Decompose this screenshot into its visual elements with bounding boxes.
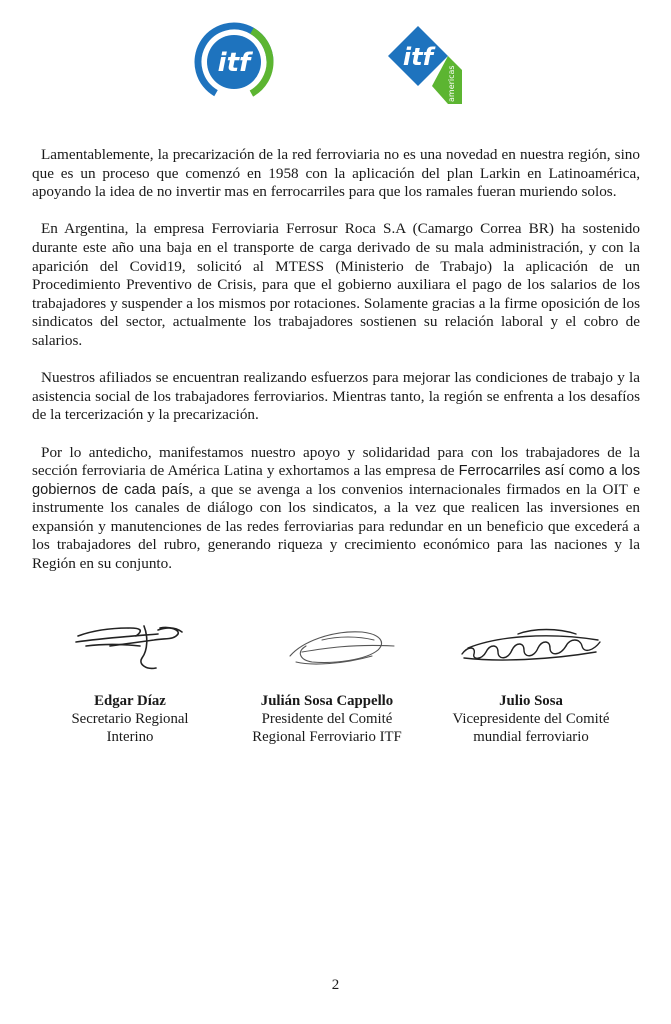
signer-title-line-2: Interino xyxy=(106,729,154,745)
signer-title-line-1: Vicepresidente del Comité xyxy=(452,711,610,727)
signer-title-line-2: Regional Ferroviario ITF xyxy=(252,729,402,745)
page-number: 2 xyxy=(331,977,340,993)
paragraph-3: Nuestros afiliados se encuentran realizando esfuerzos para mejorar las condiciones de trabajo y la asistencia social de los trabajadores ferroviarios. Mientras tanto, la región se enfrenta a los desafíos de la tercerización y la precarización. xyxy=(32,369,640,424)
paragraph-4-start: Por lo antedicho, manifestamos nuestro apoyo y solidaridad para con los trabajadores de la sección ferroviaria de América Latina y exhortamos a las empresa de xyxy=(32,443,640,480)
signature-julian-sosa-cappello xyxy=(282,622,402,672)
signer-title-line-2: mundial ferroviario xyxy=(473,729,589,745)
paragraph-4 xyxy=(32,444,640,574)
itf-americas-logo xyxy=(386,24,464,106)
itf-logo xyxy=(194,22,274,102)
signer-title-line-1: Presidente del Comité xyxy=(261,711,393,727)
itf-americas-logo-text: itf xyxy=(402,43,434,71)
signer-edgar-diaz xyxy=(50,692,210,746)
paragraph-2: En Argentina, la empresa Ferroviaria Ferrosur Roca S.A (Camargo Correa BR) ha sostenido durante este año una baja en el transporte de carga derivado de su mala administración, y con la aparición del Covid19, solicitó al MTESS (Ministerio de Trabajo) la aplicación de un Procedimiento Preventivo de Crisis, para que el gobierno auxiliara el pago de los salarios de los trabajadores y suspender a los mismos por rotaciones. Solamente gracias a la firme oposición de los sindicatos del sector, actualmente los trabajadores sostienen su relación laboral y el cobro de salarios. xyxy=(32,220,640,349)
signer-name: Julián Sosa Cappello xyxy=(260,693,394,709)
signature-edgar-diaz xyxy=(74,616,190,672)
paragraph-1: Lamentablemente, la precarización de la red ferroviaria no es una novedad en nuestra región, sino que es un proceso que comenzó en 1958 con la aplicación del plan Larkin en Latinoamérica, apoyando la idea de no invertir mas en ferrocarriles para que los ramales fueran muriendo solos. xyxy=(32,146,640,201)
signer-name: Edgar Díaz xyxy=(94,693,166,709)
americas-label: americas xyxy=(447,65,456,102)
signer-julio-sosa xyxy=(436,692,626,746)
signer-name: Julio Sosa xyxy=(499,693,563,709)
paragraph-4-highlight: Ferrocarriles así como a los gobiernos de cada país xyxy=(32,463,641,498)
letter-body xyxy=(32,146,640,592)
paragraph-4-end: , a que se avenga a los convenios internacionales firmados en la OIT e instrumente los canales de diálogo con los sindicatos, a la vez que realicen las inversiones en expansión y manutenciones de las redes ferroviarias para redundar en un beneficio que excederá a los trabajadores del rubro, generando riqueza y crecimiento económico para las naciones y la Región en su conjunto. xyxy=(32,480,640,573)
signer-julian-sosa-cappello xyxy=(232,692,422,746)
itf-logo-text: itf xyxy=(217,48,251,78)
signer-title-line-1: Secretario Regional xyxy=(71,711,189,727)
signature-julio-sosa xyxy=(458,626,604,668)
